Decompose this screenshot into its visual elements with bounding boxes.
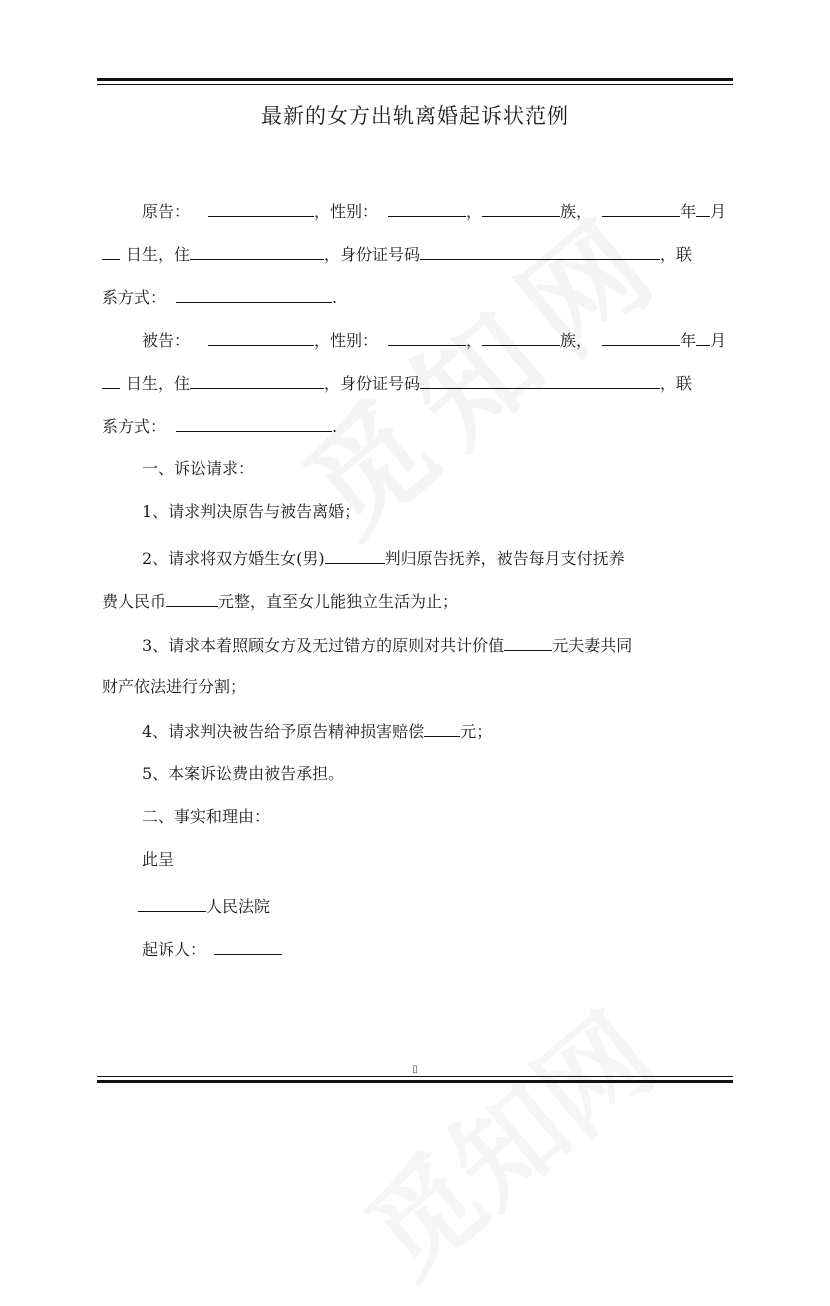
page-number: ▯ [412, 1064, 418, 1075]
header-rule-thin [97, 84, 733, 85]
signer-line: 起诉人： [142, 937, 774, 961]
plaintiff-gender-blank [388, 199, 466, 217]
plaintiff-line-2: 日生，住 ，身份证号码 ，联 [102, 242, 734, 266]
defendant-contact-blank [176, 414, 332, 432]
claim-1: 1、请求判决原告与被告离婚； [142, 502, 361, 521]
plaintiff-address-blank [190, 242, 324, 260]
closing-text: 此呈 [142, 850, 175, 869]
plaintiff-id-blank [420, 242, 660, 260]
footer-rule-thick [97, 1080, 733, 1083]
watermark-bottom [328, 972, 682, 1305]
court-line: 人民法院 [138, 894, 770, 918]
defendant-line-1: 被告： ，性别： ， 族， 年 月 [102, 328, 734, 352]
defendant-line-2: 日生，住 ，身份证号码 ，联 [102, 371, 734, 395]
defendant-line-3: 系方式： . [102, 414, 734, 438]
damages-amount-blank [424, 719, 460, 737]
claims-heading: 一、诉讼请求： [142, 459, 255, 478]
court-name-blank [138, 894, 206, 912]
plaintiff-ethnic-blank [482, 199, 560, 217]
plaintiff-contact-blank [176, 285, 332, 303]
property-value-blank [504, 633, 552, 651]
claim-2-line-1: 2、请求将双方婚生女(男) 判归原告抚养，被告每月支付抚养 [142, 546, 774, 570]
signer-name-blank [214, 937, 282, 955]
defendant-label: 被告： [142, 331, 191, 350]
defendant-ethnic-blank [482, 328, 560, 346]
plaintiff-year-blank [602, 199, 680, 217]
footer-rule-thin [97, 1076, 733, 1077]
defendant-address-blank [190, 371, 324, 389]
plaintiff-line-1: 原告： ，性别： ， 族， 年 月 [102, 199, 734, 223]
plaintiff-name-blank [208, 199, 314, 217]
defendant-year-blank [602, 328, 680, 346]
claim-4: 4、请求判决被告给予原告精神损害赔偿 元； [142, 719, 774, 743]
claim-5: 5、本案诉讼费由被告承担。 [142, 764, 345, 783]
support-amount-blank [166, 589, 218, 607]
plaintiff-label: 原告： [142, 202, 191, 221]
header-rule-thick [97, 78, 733, 81]
defendant-gender-blank [388, 328, 466, 346]
claim-3-line-2: 财产依法进行分割； [102, 677, 247, 696]
plaintiff-line-3: 系方式： . [102, 285, 734, 309]
claim-3-line-1: 3、请求本着照顾女方及无过错方的原则对共计价值 元夫妻共同 [142, 633, 774, 657]
claim-2-line-2: 费人民币 元整，直至女儿能独立生活为止； [102, 589, 734, 613]
child-name-blank [325, 546, 385, 564]
defendant-name-blank [208, 328, 314, 346]
defendant-id-blank [420, 371, 660, 389]
document-title: 最新的女方出轨离婚起诉状范例 [261, 104, 569, 128]
facts-heading: 二、事实和理由： [142, 807, 271, 826]
